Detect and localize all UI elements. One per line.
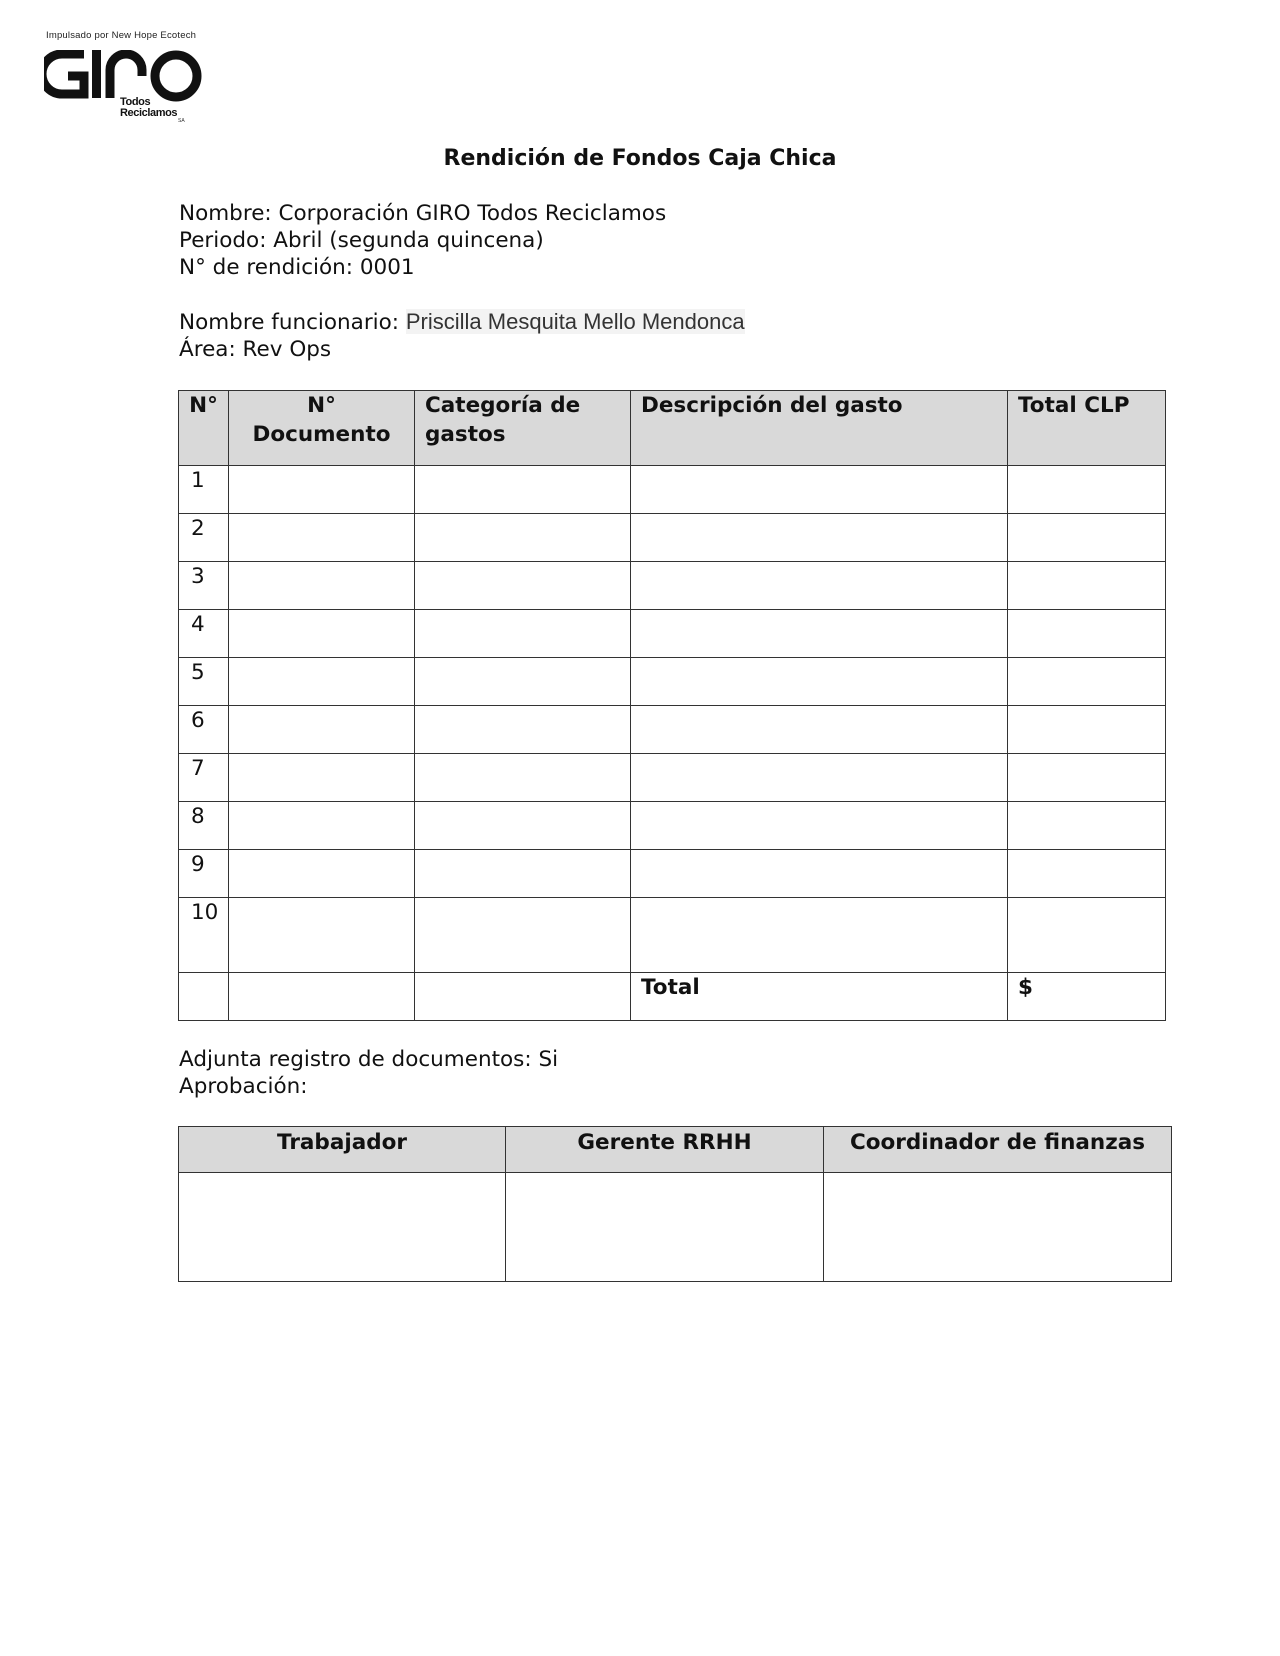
descripcion-cell[interactable]: [631, 898, 1008, 973]
descripcion-cell[interactable]: [631, 802, 1008, 850]
row-number: 1: [179, 466, 229, 514]
header-info: [179, 200, 666, 281]
table-row: [179, 466, 1166, 514]
row-number: 3: [179, 562, 229, 610]
documento-cell[interactable]: [229, 658, 415, 706]
categoria-cell[interactable]: [415, 754, 631, 802]
logo-sub-line1: Todos: [120, 96, 151, 108]
expenses-header-row: [179, 391, 1166, 466]
logo-mark: SA: [178, 118, 185, 124]
empty-cell: [179, 973, 229, 1021]
total-cell[interactable]: [1008, 466, 1166, 514]
table-row: [179, 754, 1166, 802]
header-trabajador: Trabajador: [179, 1127, 506, 1173]
descripcion-cell[interactable]: [631, 562, 1008, 610]
categoria-cell[interactable]: [415, 898, 631, 973]
header-gerente-rrhh: Gerente RRHH: [506, 1127, 824, 1173]
total-cell[interactable]: [1008, 562, 1166, 610]
total-cell[interactable]: [1008, 802, 1166, 850]
documento-cell[interactable]: [229, 562, 415, 610]
descripcion-cell[interactable]: [631, 466, 1008, 514]
footer-info: [179, 1046, 558, 1100]
funcionario-value: Priscilla Mesquita Mello Mendonca: [405, 309, 745, 334]
funcionario-line: [179, 308, 745, 336]
documento-cell[interactable]: [229, 466, 415, 514]
adjunta-line: Adjunta registro de documentos: Si: [179, 1047, 559, 1072]
row-number: 2: [179, 514, 229, 562]
total-label: Total: [631, 973, 1008, 1021]
logo-sub-line2: Reciclamos: [120, 107, 178, 119]
descripcion-cell[interactable]: [631, 706, 1008, 754]
employee-info: [179, 308, 745, 363]
funcionario-label: Nombre funcionario:: [179, 310, 406, 335]
signature-gerente-rrhh[interactable]: [506, 1173, 824, 1282]
categoria-cell[interactable]: [415, 466, 631, 514]
categoria-cell[interactable]: [415, 562, 631, 610]
documento-cell[interactable]: [229, 898, 415, 973]
documento-cell[interactable]: [229, 802, 415, 850]
table-row: [179, 562, 1166, 610]
approval-header-row: [179, 1127, 1172, 1173]
header-total: Total CLP: [1008, 391, 1166, 466]
documento-cell[interactable]: [229, 514, 415, 562]
descripcion-cell[interactable]: [631, 610, 1008, 658]
descripcion-cell[interactable]: [631, 514, 1008, 562]
row-number: 7: [179, 754, 229, 802]
total-cell[interactable]: [1008, 658, 1166, 706]
total-cell[interactable]: [1008, 514, 1166, 562]
total-cell[interactable]: [1008, 754, 1166, 802]
descripcion-cell[interactable]: [631, 754, 1008, 802]
area-line: Área: Rev Ops: [179, 337, 332, 362]
table-row: [179, 850, 1166, 898]
signature-trabajador[interactable]: [179, 1173, 506, 1282]
categoria-cell[interactable]: [415, 802, 631, 850]
signature-row: [179, 1173, 1172, 1282]
documento-cell[interactable]: [229, 850, 415, 898]
empty-cell: [229, 973, 415, 1021]
header-coordinador-finanzas: Coordinador de finanzas: [824, 1127, 1172, 1173]
logo-tagline: Impulsado por New Hope Ecotech: [46, 30, 197, 41]
table-row: [179, 610, 1166, 658]
header-descripcion: Descripción del gasto: [631, 391, 1008, 466]
descripcion-cell[interactable]: [631, 850, 1008, 898]
row-number: 10: [179, 898, 229, 973]
row-number: 4: [179, 610, 229, 658]
table-row: [179, 706, 1166, 754]
rendicion-line: N° de rendición: 0001: [179, 255, 415, 280]
row-number: 6: [179, 706, 229, 754]
giro-logo: [44, 28, 220, 124]
categoria-cell[interactable]: [415, 658, 631, 706]
empty-cell: [415, 973, 631, 1021]
total-cell[interactable]: [1008, 706, 1166, 754]
total-cell[interactable]: [1008, 898, 1166, 973]
table-row: [179, 898, 1166, 973]
categoria-cell[interactable]: [415, 706, 631, 754]
periodo-line: Periodo: Abril (segunda quincena): [179, 228, 544, 253]
expenses-table: [178, 390, 1166, 1021]
categoria-cell[interactable]: [415, 610, 631, 658]
row-number: 5: [179, 658, 229, 706]
table-row: [179, 802, 1166, 850]
documento-cell[interactable]: [229, 754, 415, 802]
total-value[interactable]: $: [1008, 973, 1166, 1021]
header-categoria: Categoría de gastos: [415, 391, 631, 466]
header-documento: N° Documento: [229, 391, 415, 466]
total-row: [179, 973, 1166, 1021]
nombre-line: Nombre: Corporación GIRO Todos Reciclamos: [179, 201, 667, 226]
table-row: [179, 658, 1166, 706]
row-number: 8: [179, 802, 229, 850]
descripcion-cell[interactable]: [631, 658, 1008, 706]
categoria-cell[interactable]: [415, 850, 631, 898]
document-title: Rendición de Fondos Caja Chica: [443, 146, 837, 171]
categoria-cell[interactable]: [415, 514, 631, 562]
documento-cell[interactable]: [229, 706, 415, 754]
table-row: [179, 514, 1166, 562]
signature-coordinador-finanzas[interactable]: [824, 1173, 1172, 1282]
header-n: N°: [179, 391, 229, 466]
documento-cell[interactable]: [229, 610, 415, 658]
row-number: 9: [179, 850, 229, 898]
approval-table: [178, 1126, 1172, 1282]
aprobacion-line: Aprobación:: [179, 1074, 308, 1099]
total-cell[interactable]: [1008, 610, 1166, 658]
total-cell[interactable]: [1008, 850, 1166, 898]
